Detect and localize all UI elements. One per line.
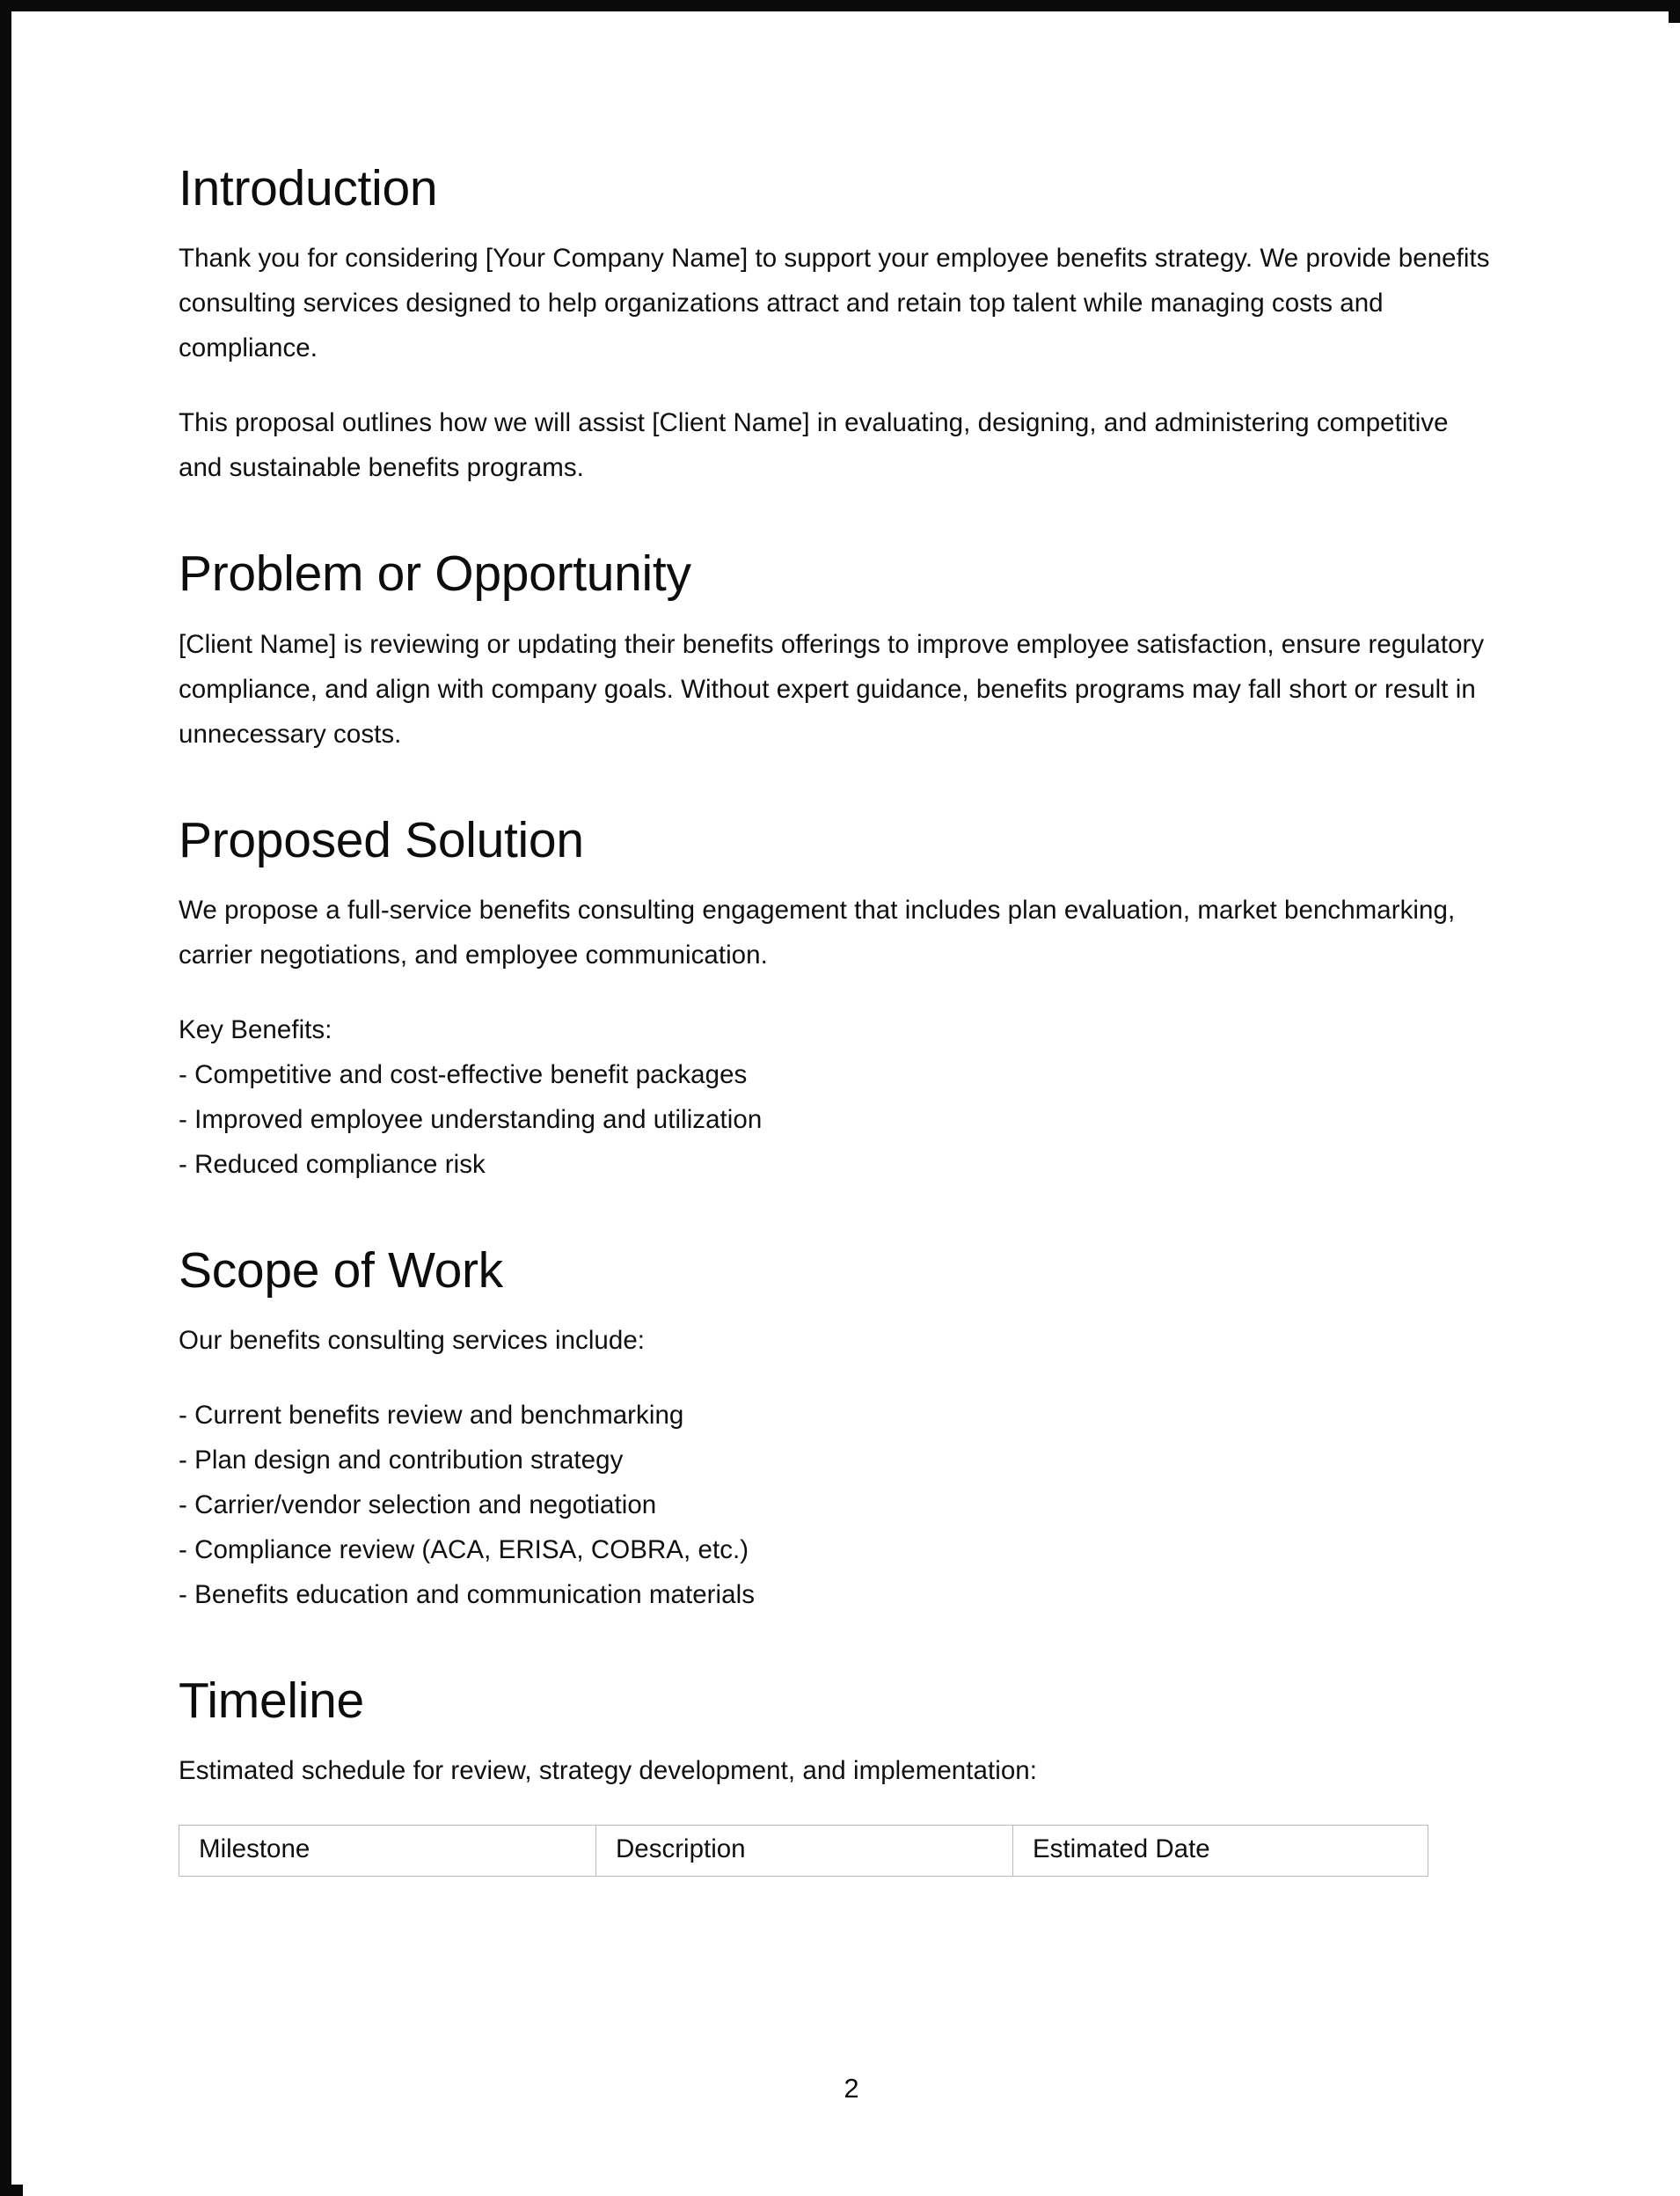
- table-header-estimated-date: Estimated Date: [1013, 1826, 1428, 1876]
- document-body: [179, 159, 1542, 1877]
- section-problem-or-opportunity: [179, 545, 1542, 756]
- paragraph-problem-or-opportunity-1: [Client Name] is reviewing or updating their benefits offerings to improve employee satisfaction, ensure regulatory compliance, and align with company goals. Without expert guidance, benefits programs may fall short or result in unnecessary costs.: [179, 629, 1485, 749]
- key-benefits-item: - Reduced compliance risk: [179, 1149, 486, 1179]
- key-benefits-item: - Improved employee understanding and utilization: [179, 1104, 763, 1134]
- heading-introduction: Introduction: [179, 160, 438, 216]
- paragraph-introduction-1: Thank you for considering [Your Company Name] to support your employee benefits strategy. We provide benefits consulting services designed to help organizations attract and retain top talent while managing costs and compliance.: [179, 244, 1490, 363]
- paragraph-timeline-intro: Estimated schedule for review, strategy development, and implementation:: [179, 1756, 1037, 1786]
- paragraph-introduction-2: This proposal outlines how we will assist [Client Name] in evaluating, designing, and administering competitive and sustainable benefits programs.: [179, 408, 1449, 483]
- heading-proposed-solution: Proposed Solution: [179, 811, 584, 868]
- scope-of-work-item: - Benefits education and communication materials: [179, 1580, 756, 1609]
- heading-timeline: Timeline: [179, 1673, 364, 1729]
- page-number-footer: 2: [844, 2073, 859, 2104]
- table-header-description: Description: [596, 1826, 1013, 1876]
- paragraph-proposed-solution-1: We propose a full-service benefits consulting engagement that includes plan evaluation, market benchmarking, carrier negotiations, and employee communication.: [179, 895, 1456, 970]
- key-benefits-title: Key Benefits:: [179, 1014, 332, 1044]
- section-proposed-solution: [179, 811, 1542, 1187]
- table-header-row: [179, 1826, 1428, 1876]
- section-introduction: [179, 159, 1542, 490]
- scope-of-work-item: - Current benefits review and benchmarking: [179, 1401, 684, 1430]
- timeline-table: [179, 1825, 1428, 1876]
- section-timeline: [179, 1672, 1542, 1877]
- table-header-milestone: Milestone: [179, 1826, 596, 1876]
- paragraph-scope-of-work-intro: Our benefits consulting services include:: [179, 1326, 646, 1355]
- scope-of-work-item: - Plan design and contribution strategy: [179, 1446, 624, 1475]
- section-scope-of-work: [179, 1241, 1542, 1617]
- scope-of-work-item: - Carrier/vendor selection and negotiation: [179, 1490, 657, 1519]
- heading-problem-or-opportunity: Problem or Opportunity: [179, 545, 691, 603]
- key-benefits-list: [179, 1007, 1542, 1187]
- heading-scope-of-work: Scope of Work: [179, 1241, 503, 1299]
- key-benefits-item: - Competitive and cost-effective benefit packages: [179, 1059, 748, 1089]
- scope-of-work-item: - Compliance review (ACA, ERISA, COBRA, etc.): [179, 1535, 749, 1564]
- scope-of-work-list: [179, 1393, 1542, 1617]
- page-canvas: [23, 23, 1680, 2196]
